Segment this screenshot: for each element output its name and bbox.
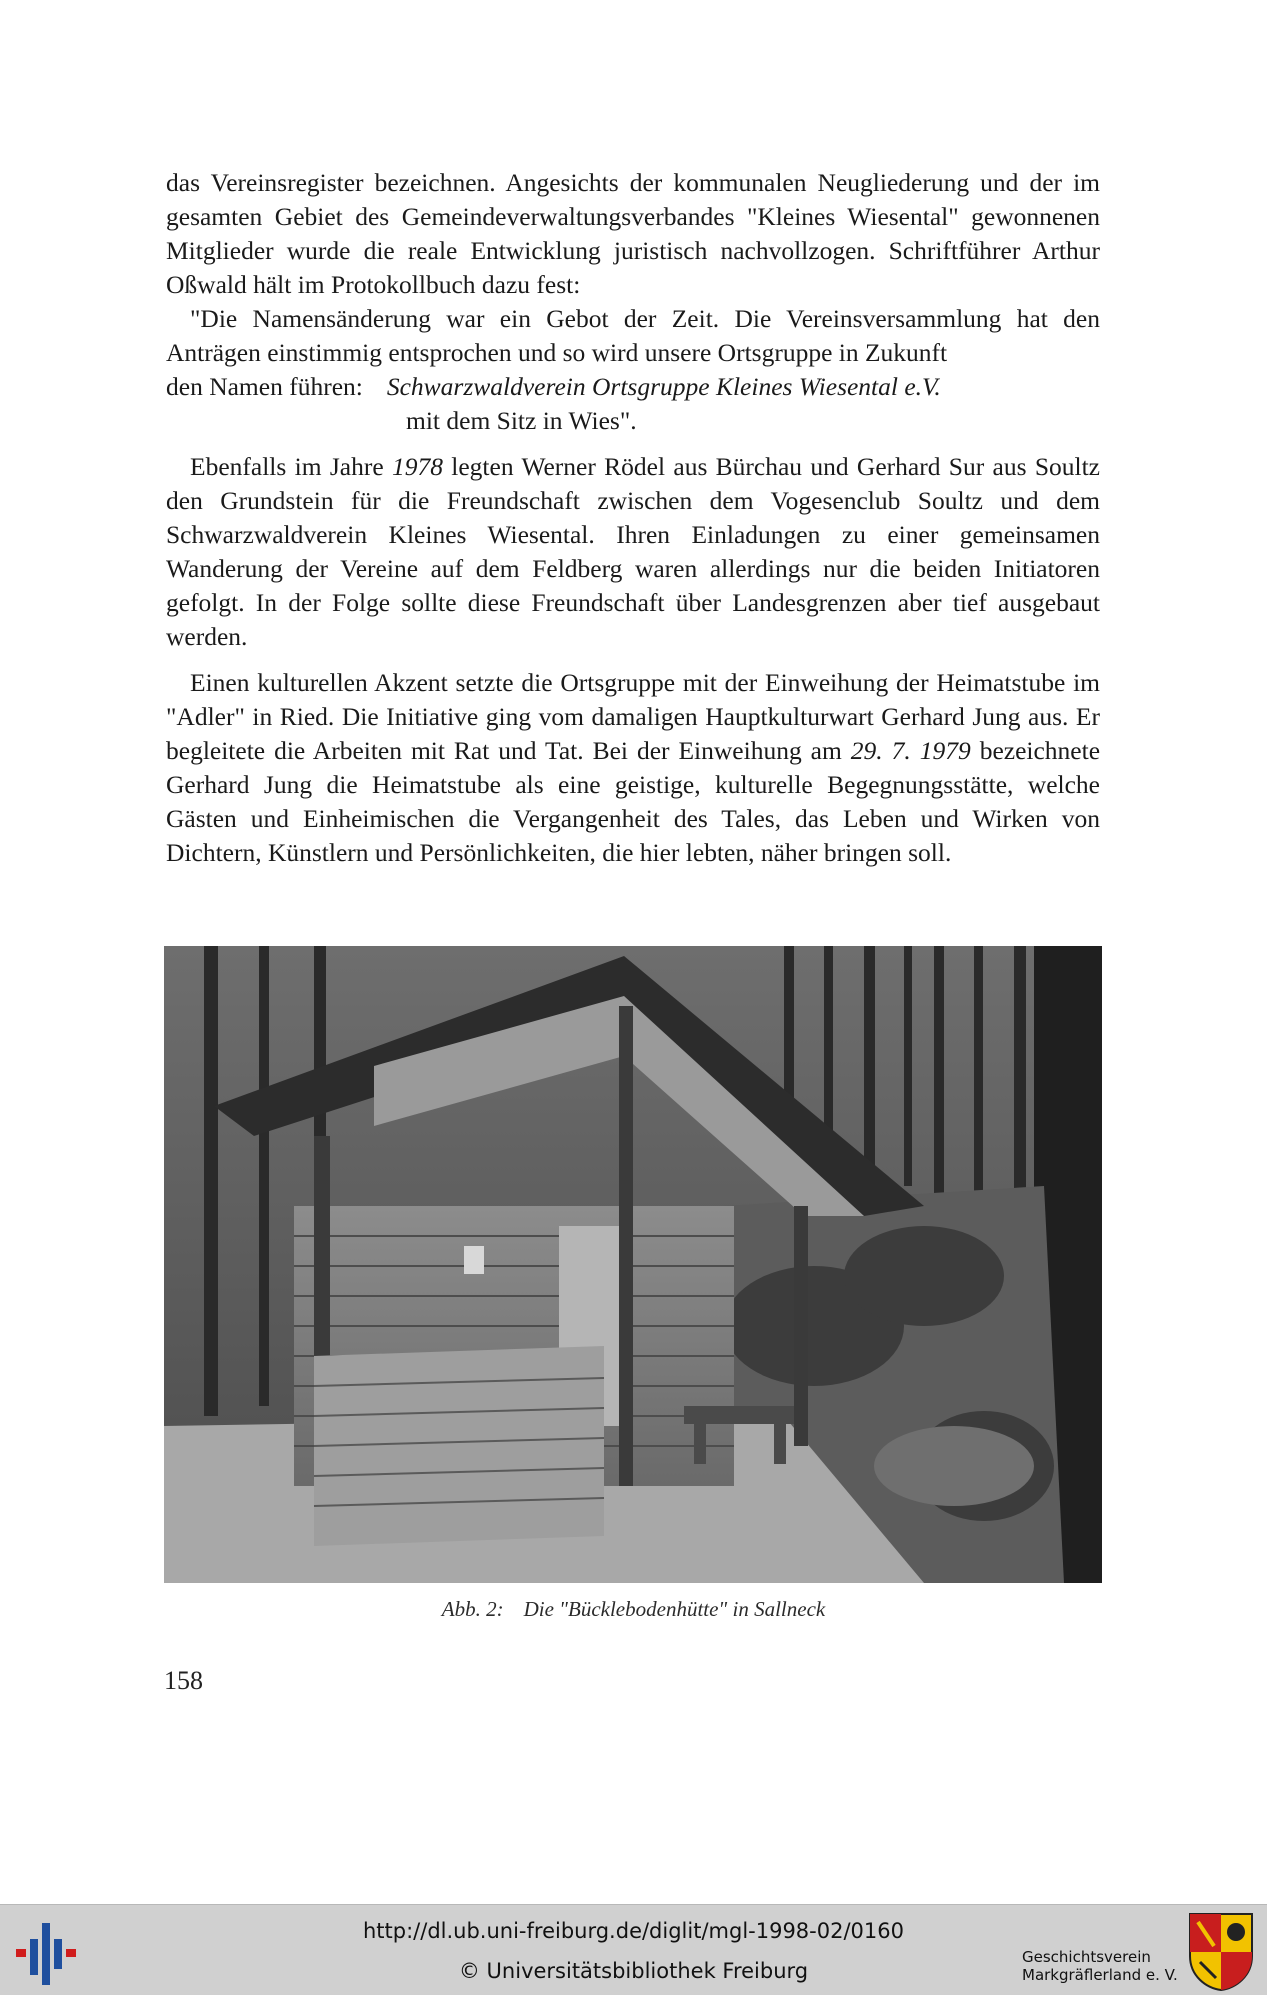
quote-text: "Die Namensänderung war ein Gebot der Zeit. Die Vereinsversammlung hat den Anträgen einstimmig entsprochen und so wird unsere Ortsgruppe in Zukunft — [166, 304, 1100, 367]
hut-photo — [164, 946, 1102, 1583]
date-inauguration: 29. 7. 1979 — [850, 736, 971, 765]
page-number: 158 — [164, 1666, 203, 1695]
paragraph-heimatstube-rest: bezeichnete Gerhard Jung die Heimatstube als eine geistige, kulturelle Begegnungsstätte, welche Gästen und Einheimischen die Vergangenheit des Tales, das Leben und Wirken von Dichtern, Künstlern und Persönlichkeiten, die hier lebten, näher bringen soll. — [166, 736, 1101, 867]
paragraph-friendship-rest: legten Werner Rödel aus Bürchau und Gerhard Sur aus Soultz den Grundstein für die Freundschaft zwischen dem Vogesenclub Soultz und dem Schwarzwaldverein Kleines Wiesental. Ihren Einladungen zu einer gemeinsamen Wanderung der Vereine auf dem Feldberg waren allerdings nur die beiden Initiatoren gefolgt. In der Folge sollte diese Freundschaft über Landesgrenzen aber tief ausgebaut werden. — [166, 452, 1100, 651]
society-name-line2: Markgräflerland e. V. — [1022, 1966, 1178, 1984]
paragraph-heimatstube-start: Einen kulturellen Akzent setzte die Ortsgruppe mit der Einweihung der Heimatstube im "Adler" in Ried. Die Initiative ging vom damaligen Hauptkulturwart Gerhard Jung aus. Er begleitete die Arbeiten mit Rat und Tat. Bei der Einweihung am — [166, 668, 1100, 765]
document-url[interactable]: http://dl.ub.uni-freiburg.de/diglit/mgl-1998-02/0160 — [362, 1919, 904, 1943]
hut-photo-drawing — [164, 946, 1102, 1583]
figure-label: Abb. 2: — [441, 1597, 504, 1621]
quote-name-line — [166, 370, 1100, 404]
quote-lead: den Namen führen: — [166, 372, 363, 401]
paragraph-register: das Vereinsregister bezeichnen. Angesichts der kommunalen Neugliederung und der im gesamten Gebiet des Gemeindeverwaltungsverbandes "Kleines Wiesental" gewonnenen Mitglieder wurde die reale Entwicklung juristisch nachvollzogen. Schriftführer Arthur Oßwald hält im Protokollbuch dazu fest: — [166, 168, 1100, 299]
paragraph-friendship-start: Ebenfalls im Jahre — [190, 452, 392, 481]
paragraph-friendship — [166, 450, 1100, 654]
copyright-notice: © Universitätsbibliothek Freiburg — [458, 1959, 809, 1983]
year-1978: 1978 — [391, 452, 443, 481]
figure-caption — [0, 1597, 1267, 1622]
club-name: Schwarzwaldverein Ortsgruppe Kleines Wiesental e.V. — [386, 372, 941, 401]
coat-of-arms-icon — [1188, 1912, 1254, 1992]
society-name — [1022, 1948, 1178, 1984]
body-text — [166, 166, 1100, 870]
society-name-line1: Geschichtsverein — [1022, 1948, 1151, 1966]
paragraph-heimatstube — [166, 666, 1100, 870]
figure-caption-text: Die "Bücklebodenhütte" in Sallneck — [523, 1597, 826, 1621]
quote-continuation: mit dem Sitz in Wies". — [406, 406, 637, 435]
viewer-footer — [0, 1904, 1267, 1995]
